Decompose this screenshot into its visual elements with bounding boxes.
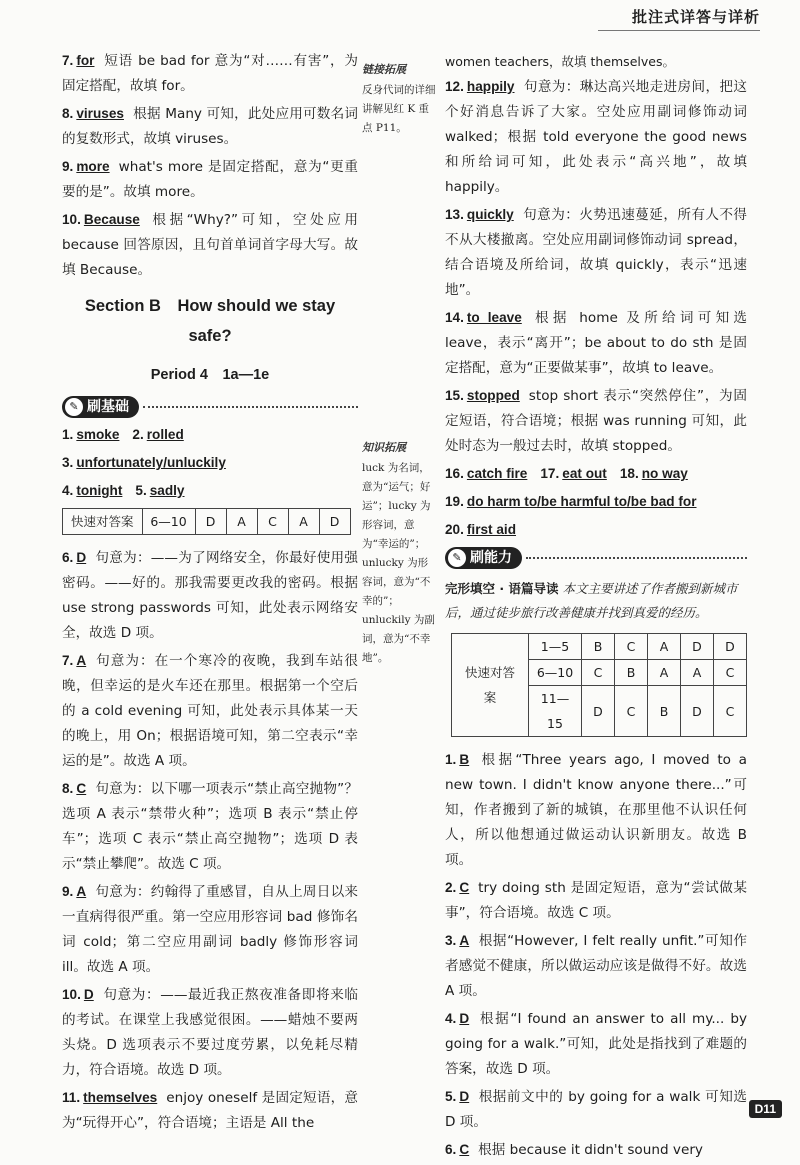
- quick-answer-table-left: [62, 508, 351, 535]
- item-explanation: 根据“However, I felt really unfit.”可知作者感觉不健康，所以做运动应该是做得不好。故选 A 项。: [445, 933, 747, 999]
- item-answer: to leave: [466, 310, 522, 325]
- item-explanation: enjoy oneself 是固定短语，意为“玩得开心”，符合语境；主语是 All the: [62, 1090, 358, 1131]
- item-number: 14.: [445, 310, 464, 325]
- item-number: 8.: [62, 781, 74, 796]
- answer-item: [445, 305, 747, 381]
- item-answer: smoke: [76, 427, 120, 442]
- ability-section-header: [445, 547, 747, 569]
- item-number: 10.: [62, 212, 81, 227]
- answer-item: [445, 383, 747, 459]
- answer-item: [62, 982, 358, 1083]
- answer-item: [445, 747, 747, 873]
- dotted-divider: [526, 557, 747, 559]
- item-number: 4.: [445, 1011, 457, 1026]
- quick-answer-cell: C: [257, 509, 288, 535]
- item-explanation: 根据“I found an answer to all my... by going for a walk.”可知，此处是指找到了难题的答案，故选 D 项。: [445, 1011, 747, 1077]
- page-header-title: 批注式详答与详析: [631, 8, 760, 26]
- quick-answer-cell: B: [615, 660, 648, 686]
- answer-item: [62, 207, 358, 283]
- item-number: 5.: [445, 1089, 457, 1104]
- answer-item: [445, 928, 747, 1004]
- item-answer: for: [76, 53, 95, 68]
- item-answer: D: [83, 987, 94, 1002]
- answer-item: [62, 154, 358, 205]
- passage-intro-text: 本文主要讲述了作者搬到新城市后，通过徒步旅行改善健康并找到真爱的经历。: [445, 581, 738, 620]
- item-answer: happily: [466, 79, 515, 94]
- ability-badge-label: 刷能力: [470, 550, 512, 566]
- fill-answer-line: [445, 489, 747, 515]
- item-number: 9.: [62, 159, 74, 174]
- item-explanation: 根据 home 及所给词可知选 leave，表示“离开”；be about to do sth 是固定搭配，意为“正要做某事”，故填 to leave。: [445, 310, 747, 376]
- item-explanation: 根据 because it didn't sound very: [478, 1142, 703, 1158]
- item-explanation: 句意为：——最近我正熬夜准备即将来临的考试。在课堂上我感觉很困。——蜡烛不要两头烧。D 选项表示不要过度劳累，以免耗尽精力，符合语境。故选 D 项。: [62, 987, 358, 1078]
- basic-badge-label: 刷基础: [87, 399, 129, 415]
- answer-item: [62, 879, 358, 980]
- quick-answer-range: 11—15: [529, 686, 582, 737]
- quick-answer-cell: D: [681, 686, 714, 737]
- item-answer: D: [459, 1011, 470, 1026]
- section-title-line-2: safe?: [188, 327, 232, 345]
- answer-item: [62, 48, 358, 99]
- quick-answer-cell: B: [648, 686, 681, 737]
- header-rule: [598, 30, 760, 31]
- item-answer: C: [76, 781, 87, 796]
- item-number: 4.: [62, 483, 74, 498]
- item-answer: no way: [641, 466, 688, 481]
- item-answer: stopped: [466, 388, 520, 403]
- item-answer: D: [459, 1089, 470, 1104]
- answer-item: [62, 1085, 358, 1136]
- item-answer: Because: [83, 212, 140, 227]
- item-answer: more: [76, 159, 110, 174]
- answer-item: [445, 1084, 747, 1135]
- item-explanation: 根据“Why?”可知，空处应用 because 回答原因，且句首单词首字母大写。故填 Because。: [62, 212, 358, 278]
- item-explanation: 句意为：琳达高兴地走进房间，把这个好消息告诉了大家。空处应用副词修饰动词 walked；根据 told everyone the good news 和所给词可知，此处表示“高兴地”，故填 happily。: [445, 79, 747, 195]
- answer-item: [445, 202, 747, 303]
- quick-answer-cell: C: [714, 686, 747, 737]
- item-number: 19.: [445, 494, 464, 509]
- item-answer: viruses: [76, 106, 124, 121]
- period-title: Period 4 1a—1e: [150, 367, 270, 383]
- item-answer: A: [459, 933, 470, 948]
- item-number: 6.: [445, 1142, 457, 1157]
- fill-answer-line: [445, 461, 747, 487]
- item-number: 7.: [62, 53, 74, 68]
- item-answer: B: [459, 752, 470, 767]
- item-number: 2.: [132, 427, 144, 442]
- item-explanation: 句意为：——为了网络安全，你最好使用强密码。——好的。那我需要更改我的密码。根据 use strong passwords 可知，此处表示网络安全，故选 D 项。: [62, 550, 358, 641]
- passage-intro-label: 完形填空 · 语篇导读: [445, 581, 559, 596]
- quick-answer-table-right: [451, 633, 747, 737]
- quick-answer-cell: C: [714, 660, 747, 686]
- item-answer: eat out: [562, 466, 607, 481]
- item-explanation: 根据“Three years ago, I moved to a new town. I didn't know anyone there...”可知，作者搬到了新的城镇，在那里他不认识任何人，所以他想通过做运动认识新朋友。故选 B 项。: [445, 752, 747, 868]
- quick-answer-cell: C: [615, 634, 648, 660]
- quick-answer-label: 快速对答案: [452, 634, 529, 737]
- side-note-title: 知识拓展: [362, 441, 406, 454]
- item-explanation: 短语 be bad for 意为“对……有害”，为固定搭配，故填 for。: [62, 53, 358, 94]
- quick-answer-range: 6—10: [529, 660, 582, 686]
- item-number: 16.: [445, 466, 464, 481]
- answer-item: [62, 776, 358, 877]
- item-explanation: 句意为：以下哪一项表示“禁止高空抛物”？选项 A 表示“禁带火种”；选项 B 表示“禁止停车”；选项 C 表示“禁止高空抛物”；选项 D 表示“禁止攀爬”。故选 C 项。: [62, 781, 358, 872]
- item-explanation: 句意为：火势迅速蔓延，所有人不得不从大楼撤离。空处应用副词修饰动词 spread，结合语境及所给词，故填 quickly，表示“迅速地”。: [445, 207, 747, 298]
- quick-answer-cell: B: [582, 634, 615, 660]
- quick-answer-cell: A: [288, 509, 319, 535]
- item-answer: tonight: [76, 483, 123, 498]
- item-explanation: stop short 表示“突然停住”，为固定短语，符合语境；根据 was running 可知，此处时态为一般过去时，故填 stopped。: [445, 388, 747, 454]
- item-number: 6.: [62, 550, 74, 565]
- item-number: 12.: [445, 79, 464, 94]
- item-number: 1.: [445, 752, 457, 767]
- item-number: 17.: [540, 466, 560, 481]
- answer-item: [62, 545, 358, 646]
- item-answer: C: [459, 1142, 470, 1157]
- item-answer: first aid: [466, 522, 517, 537]
- item-number: 18.: [619, 466, 639, 481]
- continued-text: women teachers，故填 themselves。: [445, 54, 675, 69]
- quick-answer-cell: D: [582, 686, 615, 737]
- answer-item: [62, 648, 358, 774]
- side-note-title: 链接拓展: [362, 63, 406, 76]
- item-explanation: what's more 是固定搭配，意为“更重要的是”。故填 more。: [62, 159, 358, 200]
- fill-answer-line: [62, 450, 358, 476]
- quick-answer-cell: A: [648, 660, 681, 686]
- section-title-line-1: Section B How should we stay: [84, 297, 336, 315]
- item-answer: C: [459, 880, 470, 895]
- quick-answer-range: 6—10: [142, 509, 195, 535]
- quick-answer-cell: D: [319, 509, 350, 535]
- item-answer: unfortunately/unluckily: [76, 455, 226, 470]
- dotted-divider: [143, 406, 358, 408]
- item-answer: D: [76, 550, 87, 565]
- right-column: [445, 52, 747, 1165]
- pen-icon: ✎: [448, 549, 466, 567]
- item-number: 7.: [62, 653, 74, 668]
- fill-answer-line: [62, 422, 358, 448]
- item-answer: A: [76, 653, 87, 668]
- item-number: 5.: [135, 483, 147, 498]
- pen-icon: ✎: [65, 398, 83, 416]
- item-answer: do harm to/be harmful to/be bad for: [466, 494, 697, 509]
- item-answer: themselves: [83, 1090, 158, 1105]
- item-number: 8.: [62, 106, 74, 121]
- passage-intro: [445, 577, 747, 625]
- item-number: 9.: [62, 884, 74, 899]
- ability-badge: [445, 547, 522, 569]
- side-note-knowledge: [362, 438, 438, 668]
- item-number: 11.: [62, 1090, 81, 1105]
- side-note-link: [362, 60, 438, 138]
- answer-item: [445, 875, 747, 926]
- item-answer: rolled: [146, 427, 184, 442]
- side-note-text: luck 为名词，意为“运气；好运”；lucky 为形容词，意为“幸运的”；unlucky 为形容词，意为“不幸的”；unluckily 为副词，意为“不幸地”。: [362, 462, 435, 664]
- side-note-text: 反身代词的详细讲解见红 K 重点 P11。: [362, 84, 436, 134]
- quick-answer-cell: D: [681, 634, 714, 660]
- section-title: [62, 291, 358, 351]
- fill-answer-line: [62, 478, 358, 504]
- item-answer: catch fire: [466, 466, 528, 481]
- answer-item: [62, 101, 358, 152]
- item-answer: quickly: [466, 207, 514, 222]
- basic-badge: [62, 396, 139, 418]
- item-answer: A: [76, 884, 87, 899]
- item-answer: sadly: [149, 483, 185, 498]
- quick-answer-range: 1—5: [529, 634, 582, 660]
- item-explanation: 句意为：在一个寒冷的夜晚，我到车站很晚，但幸运的是火车还在那里。根据第一个空后的 a cold evening 可知，此处表示具体某一天的晚上，用 On；根据语境可知，第二空表示“幸运的是”。故选 A 项。: [62, 653, 358, 769]
- item-explanation: 根据前文中的 by going for a walk 可知选 D 项。: [445, 1089, 747, 1130]
- side-notes: [362, 48, 438, 664]
- quick-answer-cell: D: [714, 634, 747, 660]
- answer-item: [445, 1137, 747, 1163]
- item-number: 2.: [445, 880, 457, 895]
- item-number: 10.: [62, 987, 81, 1002]
- quick-answer-label: 快速对答案: [63, 509, 143, 535]
- item-number: 3.: [62, 455, 74, 470]
- basic-section-header: [62, 396, 358, 418]
- fill-answer-line: [445, 517, 747, 543]
- quick-answer-cell: C: [582, 660, 615, 686]
- item-number: 1.: [62, 427, 74, 442]
- item-number: 13.: [445, 207, 464, 222]
- quick-answer-cell: C: [615, 686, 648, 737]
- item-explanation: try doing sth 是固定短语，意为“尝试做某事”，符合语境。故选 C 项。: [445, 880, 747, 921]
- quick-answer-cell: A: [226, 509, 257, 535]
- item-number: 3.: [445, 933, 457, 948]
- item-explanation: 句意为：约翰得了重感冒，自从上周日以来一直病得很严重。第一空应用形容词 bad 修饰名词 cold；第二空应用副词 badly 修饰形容词 ill。故选 A 项。: [62, 884, 358, 975]
- item-number: 20.: [445, 522, 464, 537]
- quick-answer-cell: A: [648, 634, 681, 660]
- quick-answer-cell: A: [681, 660, 714, 686]
- item-number: 15.: [445, 388, 464, 403]
- answer-item: [445, 74, 747, 200]
- left-column: [62, 48, 358, 1138]
- item-explanation: 根据 Many 可知，此处应用可数名词的复数形式，故填 viruses。: [62, 106, 358, 147]
- page-number: D11: [749, 1100, 782, 1118]
- quick-answer-cell: D: [195, 509, 226, 535]
- answer-item: [445, 1006, 747, 1082]
